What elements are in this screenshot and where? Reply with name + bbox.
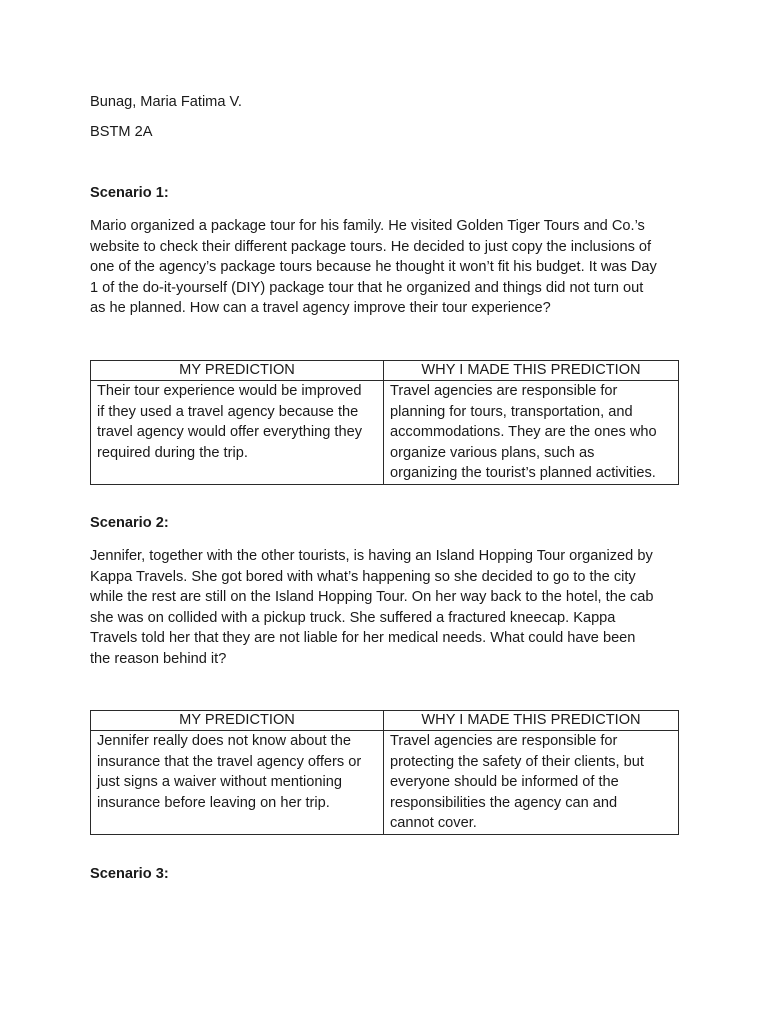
table-header-row <box>91 361 679 381</box>
cell-line: Travel agencies are responsible for <box>390 383 618 399</box>
cell-line: Jennifer really does not know about the <box>97 733 351 749</box>
cell-line: planning for tours, transportation, and <box>390 403 633 420</box>
cell-line: required during the trip. <box>97 444 248 461</box>
col-header-prediction: MY PREDICTION <box>91 361 384 381</box>
cell-line: insurance before leaving on her trip. <box>97 794 330 811</box>
cell-line: protecting the safety of their clients, but <box>390 753 644 770</box>
student-name: Bunag, Maria Fatima V. <box>90 94 242 110</box>
cell-line: just signs a waiver without mentioning <box>97 774 342 790</box>
text-line: Jennifer, together with the other tourists, is having an Island Hopping Tour organized by <box>90 548 653 564</box>
col-header-reason: WHY I MADE THIS PREDICTION <box>384 361 679 381</box>
col-header-prediction: MY PREDICTION <box>91 711 384 731</box>
scenario-1-text <box>90 216 680 319</box>
cell-line: insurance that the travel agency offers or <box>97 753 362 770</box>
scenario-3-heading: Scenario 3: <box>90 866 169 882</box>
cell-line: cannot cover. <box>390 815 477 831</box>
cell-line: organizing the tourist’s planned activities. <box>390 465 656 481</box>
scenario-2-text <box>90 546 680 669</box>
cell-line: responsibilities the agency can and <box>390 794 618 811</box>
text-line: Mario organized a package tour for his family. He visited Golden Tiger Tours and Co.’s <box>90 218 645 234</box>
text-line: Kappa Travels. She got bored with what’s happening so she decided to go to the city <box>90 568 636 585</box>
text-line: as he planned. How can a travel agency improve their tour experience? <box>90 300 551 316</box>
text-line: 1 of the do-it-yourself (DIY) package tour that he organized and things did not turn out <box>90 279 644 296</box>
student-section: BSTM 2A <box>90 124 153 140</box>
table-header-row <box>91 711 679 731</box>
scenario-1-prediction-table <box>90 360 679 485</box>
text-line: one of the agency’s package tours because he thought it won’t fit his budget. It was Day <box>90 259 657 275</box>
scenario-1-heading: Scenario 1: <box>90 185 169 201</box>
reason-cell <box>384 381 679 485</box>
col-header-reason: WHY I MADE THIS PREDICTION <box>384 711 679 731</box>
text-line: the reason behind it? <box>90 650 227 667</box>
cell-line: Travel agencies are responsible for <box>390 733 618 749</box>
prediction-cell <box>91 731 384 835</box>
cell-line: Their tour experience would be improved <box>97 383 362 399</box>
text-line: she was on collided with a pickup truck. She suffered a fractured kneecap. Kappa <box>90 609 616 626</box>
cell-line: everyone should be informed of the <box>390 774 619 790</box>
text-line: website to check their different package tours. He decided to just copy the inclusions of <box>90 238 652 255</box>
reason-cell <box>384 731 679 835</box>
cell-line: organize various plans, such as <box>390 444 595 461</box>
prediction-cell <box>91 381 384 485</box>
cell-line: if they used a travel agency because the <box>97 403 359 420</box>
cell-line: travel agency would offer everything they <box>97 424 363 440</box>
cell-line: accommodations. They are the ones who <box>390 424 657 440</box>
table-row <box>91 731 679 835</box>
text-line: Travels told her that they are not liable for her medical needs. What could have been <box>90 630 636 646</box>
text-line: while the rest are still on the Island Hopping Tour. On her way back to the hotel, the cab <box>90 589 654 605</box>
scenario-2-heading: Scenario 2: <box>90 515 169 531</box>
scenario-2-prediction-table <box>90 710 679 835</box>
table-row <box>91 381 679 485</box>
